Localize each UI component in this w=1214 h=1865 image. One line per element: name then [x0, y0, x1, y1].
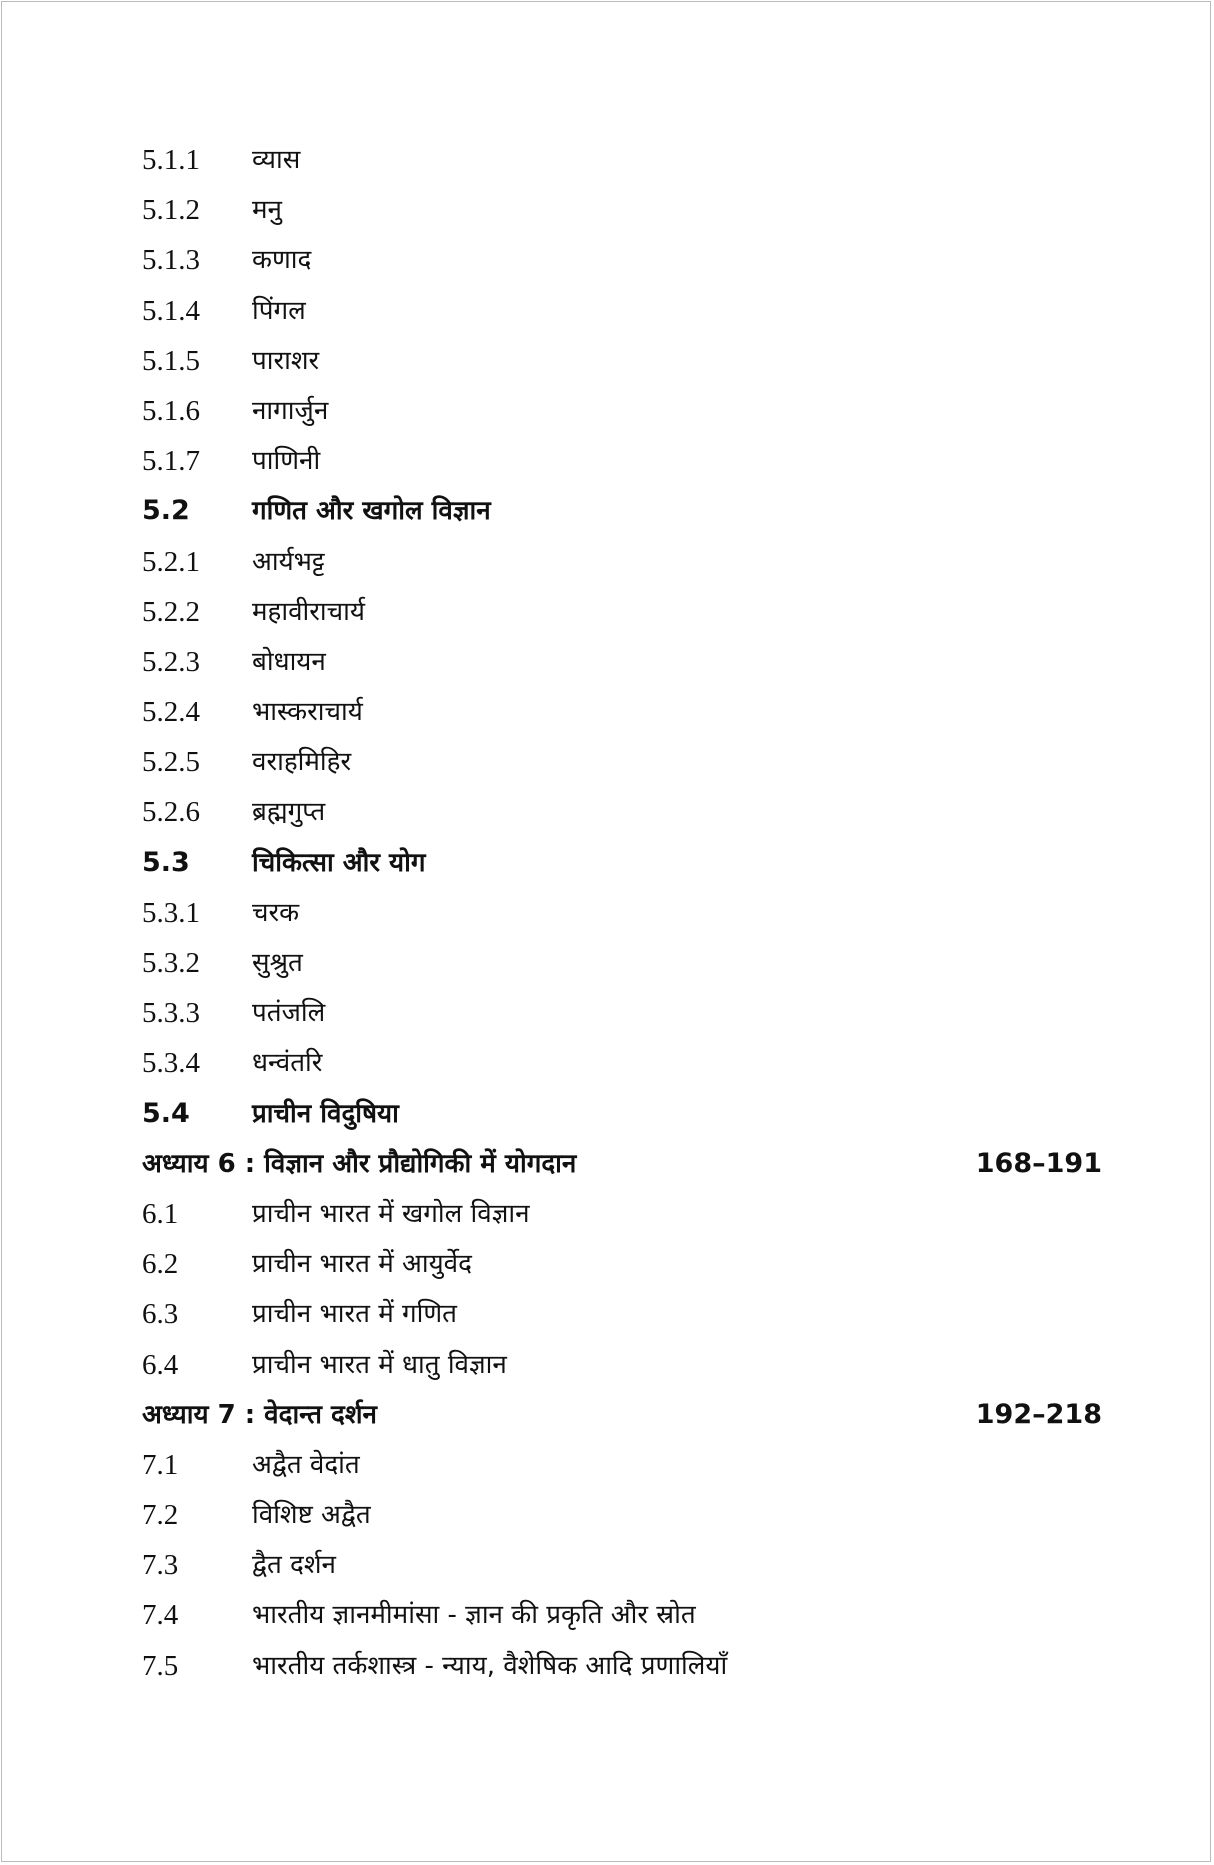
subsection-entry: [142, 386, 1102, 436]
subsection-entry: [142, 1540, 1102, 1590]
entry-number: 7.5: [142, 1649, 179, 1682]
entry-title: पतंजलि: [252, 998, 326, 1029]
entry-number: 6.2: [142, 1248, 179, 1281]
entry-title: कणाद: [252, 245, 312, 276]
chapter-entry: [142, 1390, 1102, 1440]
entry-number: 6.3: [142, 1298, 179, 1331]
entry-title: भास्कराचार्य: [252, 697, 363, 728]
entry-number: 5.1.1: [142, 144, 200, 176]
entry-title: मनु: [252, 195, 282, 226]
entry-title: सुश्रुत: [252, 948, 303, 978]
subsection-entry: [142, 1590, 1102, 1640]
entry-number: 5.2.4: [142, 696, 200, 729]
subsection-entry: [142, 135, 1102, 185]
entry-number: 5.1.7: [142, 445, 200, 478]
entry-title: विशिष्ट अद्वैत: [252, 1500, 371, 1531]
section-entry: [142, 838, 1102, 888]
entry-title: पाणिनी: [252, 446, 321, 477]
page-range: 192–218: [975, 1398, 1102, 1430]
entry-number: 5.3.2: [142, 947, 200, 979]
subsection-entry: [142, 737, 1102, 787]
subsection-entry: [142, 1189, 1102, 1239]
subsection-entry: [142, 336, 1102, 386]
entry-number: 5.1.3: [142, 244, 200, 277]
entry-title: महावीराचार्य: [252, 596, 365, 627]
entry-number: 5.2.5: [142, 746, 200, 779]
entry-title: धन्वंतरि: [252, 1048, 323, 1079]
subsection-entry: [142, 1239, 1102, 1289]
subsection-entry: [142, 787, 1102, 837]
entry-number: 5.1.5: [142, 344, 200, 377]
subsection-entry: [142, 637, 1102, 687]
subsection-entry: [142, 537, 1102, 587]
section-entry: [142, 1089, 1102, 1139]
entry-title: गणित और खगोल विज्ञान: [252, 496, 491, 527]
entry-title: व्यास: [252, 145, 301, 175]
entry-number: 5.2: [142, 495, 190, 527]
entry-number: 5.1.2: [142, 194, 200, 227]
table-of-contents: [142, 135, 1102, 1691]
page-range: 168–191: [975, 1147, 1102, 1179]
entry-number: 5.2.1: [142, 545, 200, 578]
entry-number: 7.2: [142, 1499, 179, 1532]
entry-number: 7.4: [142, 1599, 179, 1632]
subsection-entry: [142, 988, 1102, 1038]
entry-number: 7.1: [142, 1448, 179, 1481]
entry-title: अध्याय 7 : वेदान्त दर्शन: [142, 1399, 377, 1430]
entry-number: 5.3: [142, 846, 190, 878]
entry-title: प्राचीन भारत में गणित: [252, 1299, 458, 1330]
subsection-entry: [142, 436, 1102, 486]
entry-number: 5.3.1: [142, 896, 200, 929]
subsection-entry: [142, 1440, 1102, 1490]
entry-number: 5.2.3: [142, 645, 200, 678]
entry-title: द्वैत दर्शन: [252, 1550, 336, 1581]
subsection-entry: [142, 938, 1102, 988]
entry-title: भारतीय ज्ञानमीमांसा - ज्ञान की प्रकृति और स्रोत: [252, 1600, 696, 1631]
entry-number: 5.2.6: [142, 796, 200, 829]
subsection-entry: [142, 1641, 1102, 1691]
entry-number: 5.1.4: [142, 294, 200, 327]
entry-title: वराहमिहिर: [252, 747, 352, 778]
entry-title: आर्यभट्ट: [252, 546, 325, 577]
entry-number: 5.2.2: [142, 595, 200, 628]
entry-title: नागार्जुन: [252, 395, 329, 426]
entry-title: भारतीय तर्कशास्त्र - न्याय, वैशेषिक आदि प्रणालियाँ: [252, 1650, 728, 1681]
entry-title: अध्याय 6 : विज्ञान और प्रौद्योगिकी में योगदान: [142, 1148, 577, 1179]
subsection-entry: [142, 286, 1102, 336]
entry-title: चरक: [252, 897, 300, 928]
subsection-entry: [142, 888, 1102, 938]
entry-title: प्राचीन विदुषिया: [252, 1098, 399, 1129]
entry-number: 5.3.4: [142, 1047, 200, 1080]
subsection-entry: [142, 1340, 1102, 1390]
entry-title: पिंगल: [252, 295, 306, 326]
entry-number: 6.1: [142, 1197, 179, 1230]
entry-title: चिकित्सा और योग: [252, 847, 426, 878]
subsection-entry: [142, 185, 1102, 235]
entry-title: ब्रह्मगुप्त: [252, 797, 326, 828]
entry-number: 6.4: [142, 1348, 179, 1381]
entry-number: 5.4: [142, 1097, 190, 1129]
entry-number: 5.1.6: [142, 394, 200, 427]
entry-title: पाराशर: [252, 345, 320, 376]
entry-title: बोधायन: [252, 646, 326, 677]
chapter-entry: [142, 1139, 1102, 1189]
section-entry: [142, 486, 1102, 536]
entry-title: प्राचीन भारत में खगोल विज्ञान: [252, 1198, 530, 1229]
subsection-entry: [142, 587, 1102, 637]
subsection-entry: [142, 1490, 1102, 1540]
subsection-entry: [142, 235, 1102, 285]
entry-number: 5.3.3: [142, 997, 200, 1030]
entry-title: प्राचीन भारत में आयुर्वेद: [252, 1249, 472, 1280]
document-page: [1, 1, 1211, 1862]
subsection-entry: [142, 1038, 1102, 1088]
entry-title: प्राचीन भारत में धातु विज्ञान: [252, 1349, 507, 1380]
entry-title: अद्वैत वेदांत: [252, 1449, 360, 1480]
entry-number: 7.3: [142, 1549, 179, 1582]
subsection-entry: [142, 687, 1102, 737]
subsection-entry: [142, 1289, 1102, 1339]
